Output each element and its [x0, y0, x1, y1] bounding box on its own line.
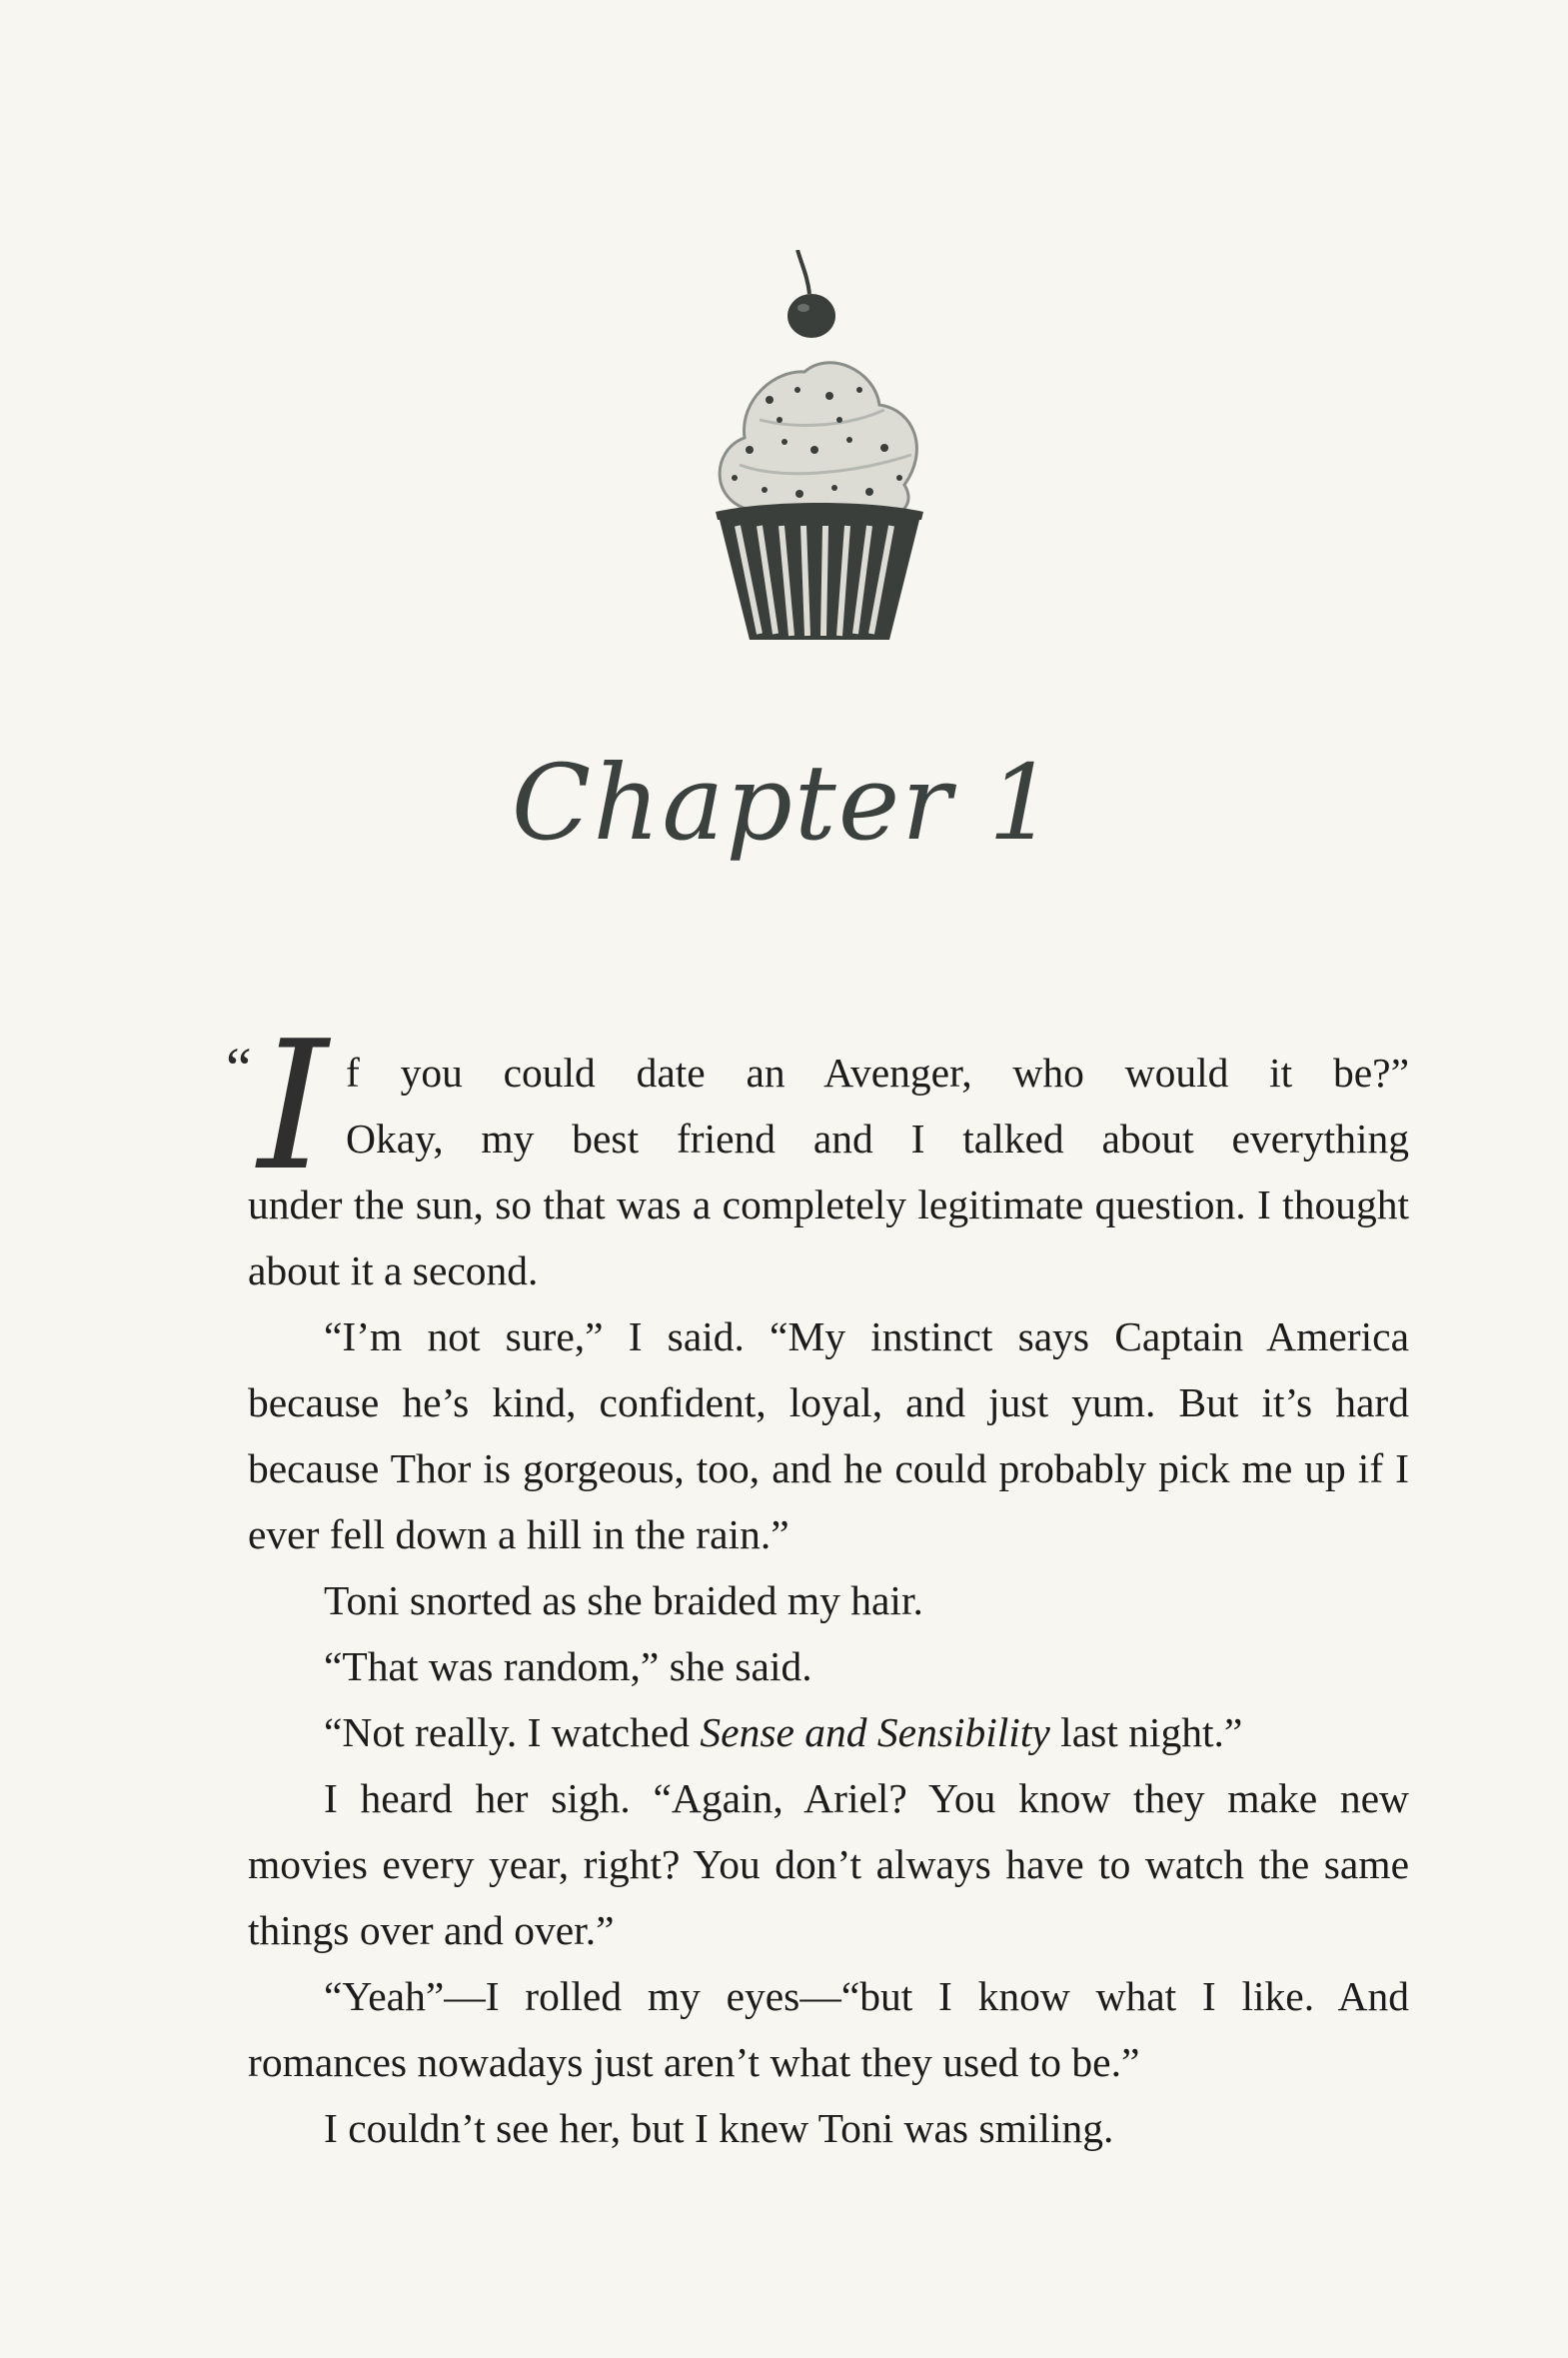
paragraph-2: “I’m not sure,” I said. “My instinct says Captain America because he’s kind, confident, loyal, and just yum. But it’s hard because Thor is gorgeous, too, and he could probably pick me up if I ever fell down a hill in the rain.”: [248, 1313, 1409, 1557]
paragraph-3: Toni snorted as she braided my hair.: [324, 1577, 923, 1623]
cupcake-icon: [690, 250, 949, 650]
drop-cap: I: [258, 1003, 329, 1209]
paragraph-8: I couldn’t see her, but I knew Toni was smiling.: [324, 2105, 1114, 2151]
paragraph-7: “Yeah”—I rolled my eyes—“but I know what I like. And romances nowadays just aren’t what they used to be.”: [248, 1973, 1409, 2085]
paragraph-1-line-2: Okay, my best friend and I talked about everything: [346, 1116, 1409, 1162]
paragraph-1-rest: under the sun, so that was a completely legitimate question. I thought about it a second.: [248, 1181, 1409, 1293]
paragraph-5: [248, 1699, 1409, 1765]
chapter-title: Chapter 1: [511, 742, 1057, 864]
paragraph-4: “That was random,” she said.: [324, 1643, 812, 1689]
paragraph-5-start: “Not really. I watched: [324, 1709, 701, 1755]
book-title-italic: Sense and Sensibility: [700, 1709, 1050, 1755]
drop-open-quote: “: [226, 1036, 252, 1101]
paragraph-5-end: last night.”: [1049, 1709, 1243, 1755]
chapter-body: [248, 1040, 1409, 2161]
paragraph-6: I heard her sigh. “Again, Ariel? You know they make new movies every year, right? You don’t always have to watch the same things over and over.”: [248, 1775, 1409, 1953]
paragraph-1-line-1: f you could date an Avenger, who would it be?”: [346, 1050, 1409, 1096]
